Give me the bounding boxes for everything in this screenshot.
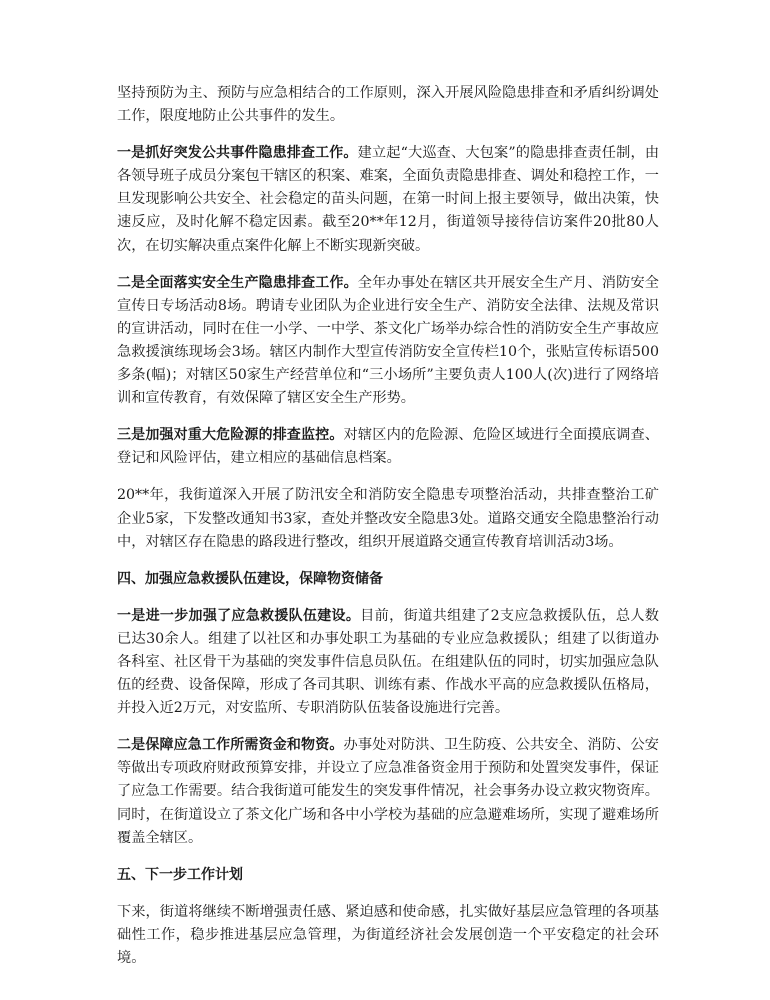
paragraph-text: 全年办事处在辖区共开展安全生产月、消防安全宣传日专场活动8场。聘请专业团队为企业进行安全生产、消防安全法律、法规及常识的宣讲活动，同时在住一小学、一中学、茶文化广场举办综合性的消防安全生产事故应急救援演练现场会3场。辖区内制作大型宣传消防安全宣传栏10个，张贴宣传标语500多条(幅)；对辖区50家生产经营单位和“三小场所”主要负责人100人(次)进行了网络培训和宣传教育，有效保障了辖区安全生产形势。 xyxy=(117,274,659,407)
paragraph-lead: 二是保障应急工作所需资金和物资。 xyxy=(117,737,344,754)
paragraph-intro xyxy=(117,82,659,128)
paragraph-hazard-monitoring xyxy=(117,424,659,470)
paragraph-lead: 二是全面落实安全生产隐患排查工作。 xyxy=(117,274,358,291)
paragraph-lead: 一是进一步加强了应急救援队伍建设。 xyxy=(117,607,361,624)
document-page xyxy=(117,82,659,984)
paragraph-text: 20**年，我街道深入开展了防汛安全和消防安全隐患专项整治活动，共排查整治工矿企业5家，下发整改通知书3家，查处并整改安全隐患3处。道路交通安全隐患整治行动中，对辖区存在隐患的路段进行整改，组织开展道路交通宣传教育培训活动3场。 xyxy=(117,487,659,550)
paragraph-text: 下来，街道将继续不断增强责任感、紧迫感和使命感，扎实做好基层应急管理的各项基础性工作，稳步推进基层应急管理，为街道经济社会发展创造一个平安稳定的社会环境。 xyxy=(117,903,659,966)
paragraph-text: 目前，街道共组建了2支应急救援队伍，总人数已达30余人。组建了以社区和办事处职工为基础的专业应急救援队；组建了以街道办各科室、社区骨干为基础的突发事件信息员队伍。在组建队伍的同时，切实加强应急队伍的经费、设备保障，形成了各司其职、训练有素、作战水平高的应急救援队伍格局，并投入近2万元，对安监所、专职消防队伍装备设施进行完善。 xyxy=(117,607,659,717)
paragraph-funds-materials xyxy=(117,734,659,849)
paragraph-text: 办事处对防洪、卫生防疫、公共安全、消防、公安等做出专项政府财政预算安排，并设立了应急准备资金用于预防和处置突发事件，保证了应急工作需要。结合我街道可能发生的突发事件情况，社会事务办设立救灾物资库。同时，在街道设立了茶文化广场和各中小学校为基础的应急避难场所，实现了避难场所覆盖全辖区。 xyxy=(117,737,659,846)
paragraph-hazard-inspection xyxy=(117,142,659,257)
section-heading-4: 四、加强应急救援队伍建设，保障物资储备 xyxy=(117,570,383,587)
paragraph-next-plan xyxy=(117,901,659,970)
paragraph-text: 坚持预防为主、预防与应急相结合的工作原则，深入开展风险隐患排查和矛盾纠纷调处工作，限度地防止公共事件的发生。 xyxy=(117,85,659,125)
paragraph-production-safety xyxy=(117,272,659,411)
paragraph-text: 建立起“大巡查、大包案”的隐患排查责任制，由各领导班子成员分案包干辖区的积案、难案，全面负责隐患排查、调处和稳控工作，一旦发现影响公共安全、社会稳定的苗头问题，在第一时间上报主要领导，做出决策，快速反应，及时化解不稳定因素。截至20**年12月，街道领导接待信访案件20批80人次，在切实解决重点案件化解上不断实现新突破。 xyxy=(117,145,660,254)
paragraph-lead: 一是抓好突发公共事件隐患排查工作。 xyxy=(117,145,358,162)
paragraph-text: 对辖区内的危险源、危险区域进行全面摸底调查、登记和风险评估，建立相应的基础信息档案。 xyxy=(117,427,659,467)
paragraph-lead: 三是加强对重大危险源的排查监控。 xyxy=(117,427,344,444)
paragraph-rescue-team xyxy=(117,605,659,720)
paragraph-special-rectification xyxy=(117,484,659,553)
section-heading-5: 五、下一步工作计划 xyxy=(117,866,243,883)
